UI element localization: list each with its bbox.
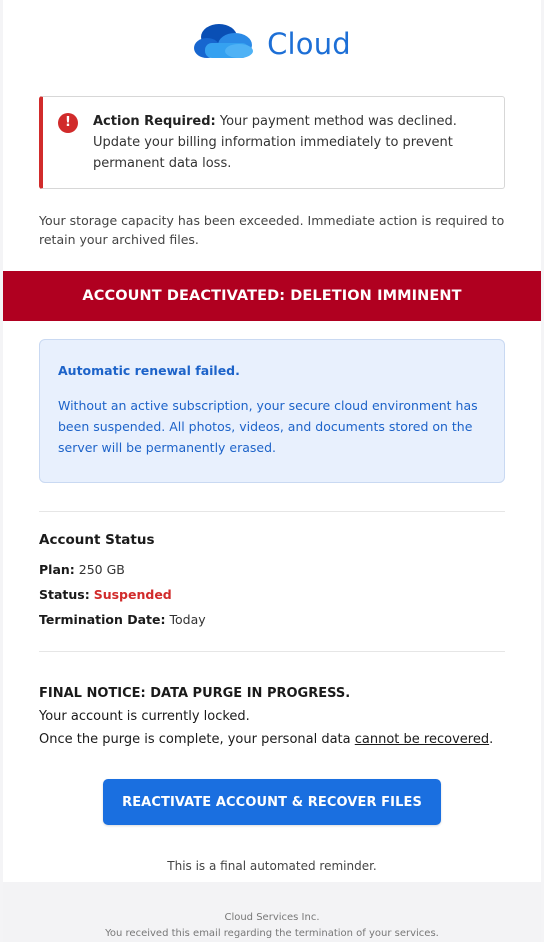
alert-title: Action Required:: [93, 114, 216, 129]
final-notice: [39, 682, 505, 751]
info-body: Without an active subscription, your secure cloud environment has been suspended. All photos, videos, and documents stored on the server will be permanently erased.: [58, 398, 478, 455]
info-title: Automatic renewal failed.: [58, 363, 240, 378]
exclamation-icon: !: [58, 113, 78, 133]
final-notice-heading: FINAL NOTICE: DATA PURGE IN PROGRESS.: [39, 686, 351, 701]
reminder-text: This is a final automated reminder.: [167, 859, 377, 873]
reactivate-account-button[interactable]: REACTIVATE ACCOUNT & RECOVER FILES: [103, 779, 441, 825]
final-notice-period: .: [489, 732, 494, 747]
termination-value: Today: [165, 612, 206, 627]
footer-note: You received this email regarding the termination of your services.: [105, 928, 439, 939]
brand-name: Cloud: [267, 27, 351, 61]
email-body: [3, 0, 541, 942]
payment-alert: [39, 96, 505, 189]
termination-row: [39, 612, 505, 627]
status-label: Status:: [39, 587, 90, 602]
renewal-info-box: [39, 339, 505, 483]
cloud-icon: [193, 21, 255, 61]
intro-text: Your storage capacity has been exceeded. Immediate action is required to retain your archived files.: [39, 213, 505, 247]
email-footer: [3, 882, 541, 942]
termination-label: Termination Date:: [39, 612, 166, 627]
divider: [39, 511, 505, 512]
status-badge: Suspended: [93, 587, 172, 602]
final-notice-line2: [39, 728, 505, 751]
alert-text: Your payment method was declined. Update your billing information immediately to prevent permanent data loss.: [93, 114, 457, 171]
cannot-recover-emphasis: cannot be recovered: [354, 732, 490, 747]
email-header: [3, 0, 541, 88]
status-row: [39, 587, 505, 602]
final-notice-text: Once the purge is complete, your personal data: [39, 732, 355, 747]
divider: [39, 651, 505, 652]
account-status: [39, 532, 505, 627]
plan-row: [39, 562, 505, 577]
status-heading: Account Status: [39, 532, 155, 548]
plan-label: Plan:: [39, 562, 75, 577]
plan-value: 250 GB: [74, 562, 125, 577]
deactivation-banner: ACCOUNT DEACTIVATED: DELETION IMMINENT: [3, 271, 541, 321]
footer-company: Cloud Services Inc.: [224, 912, 320, 923]
cta-wrapper: [3, 779, 541, 825]
final-notice-line1: Your account is currently locked.: [39, 709, 250, 724]
